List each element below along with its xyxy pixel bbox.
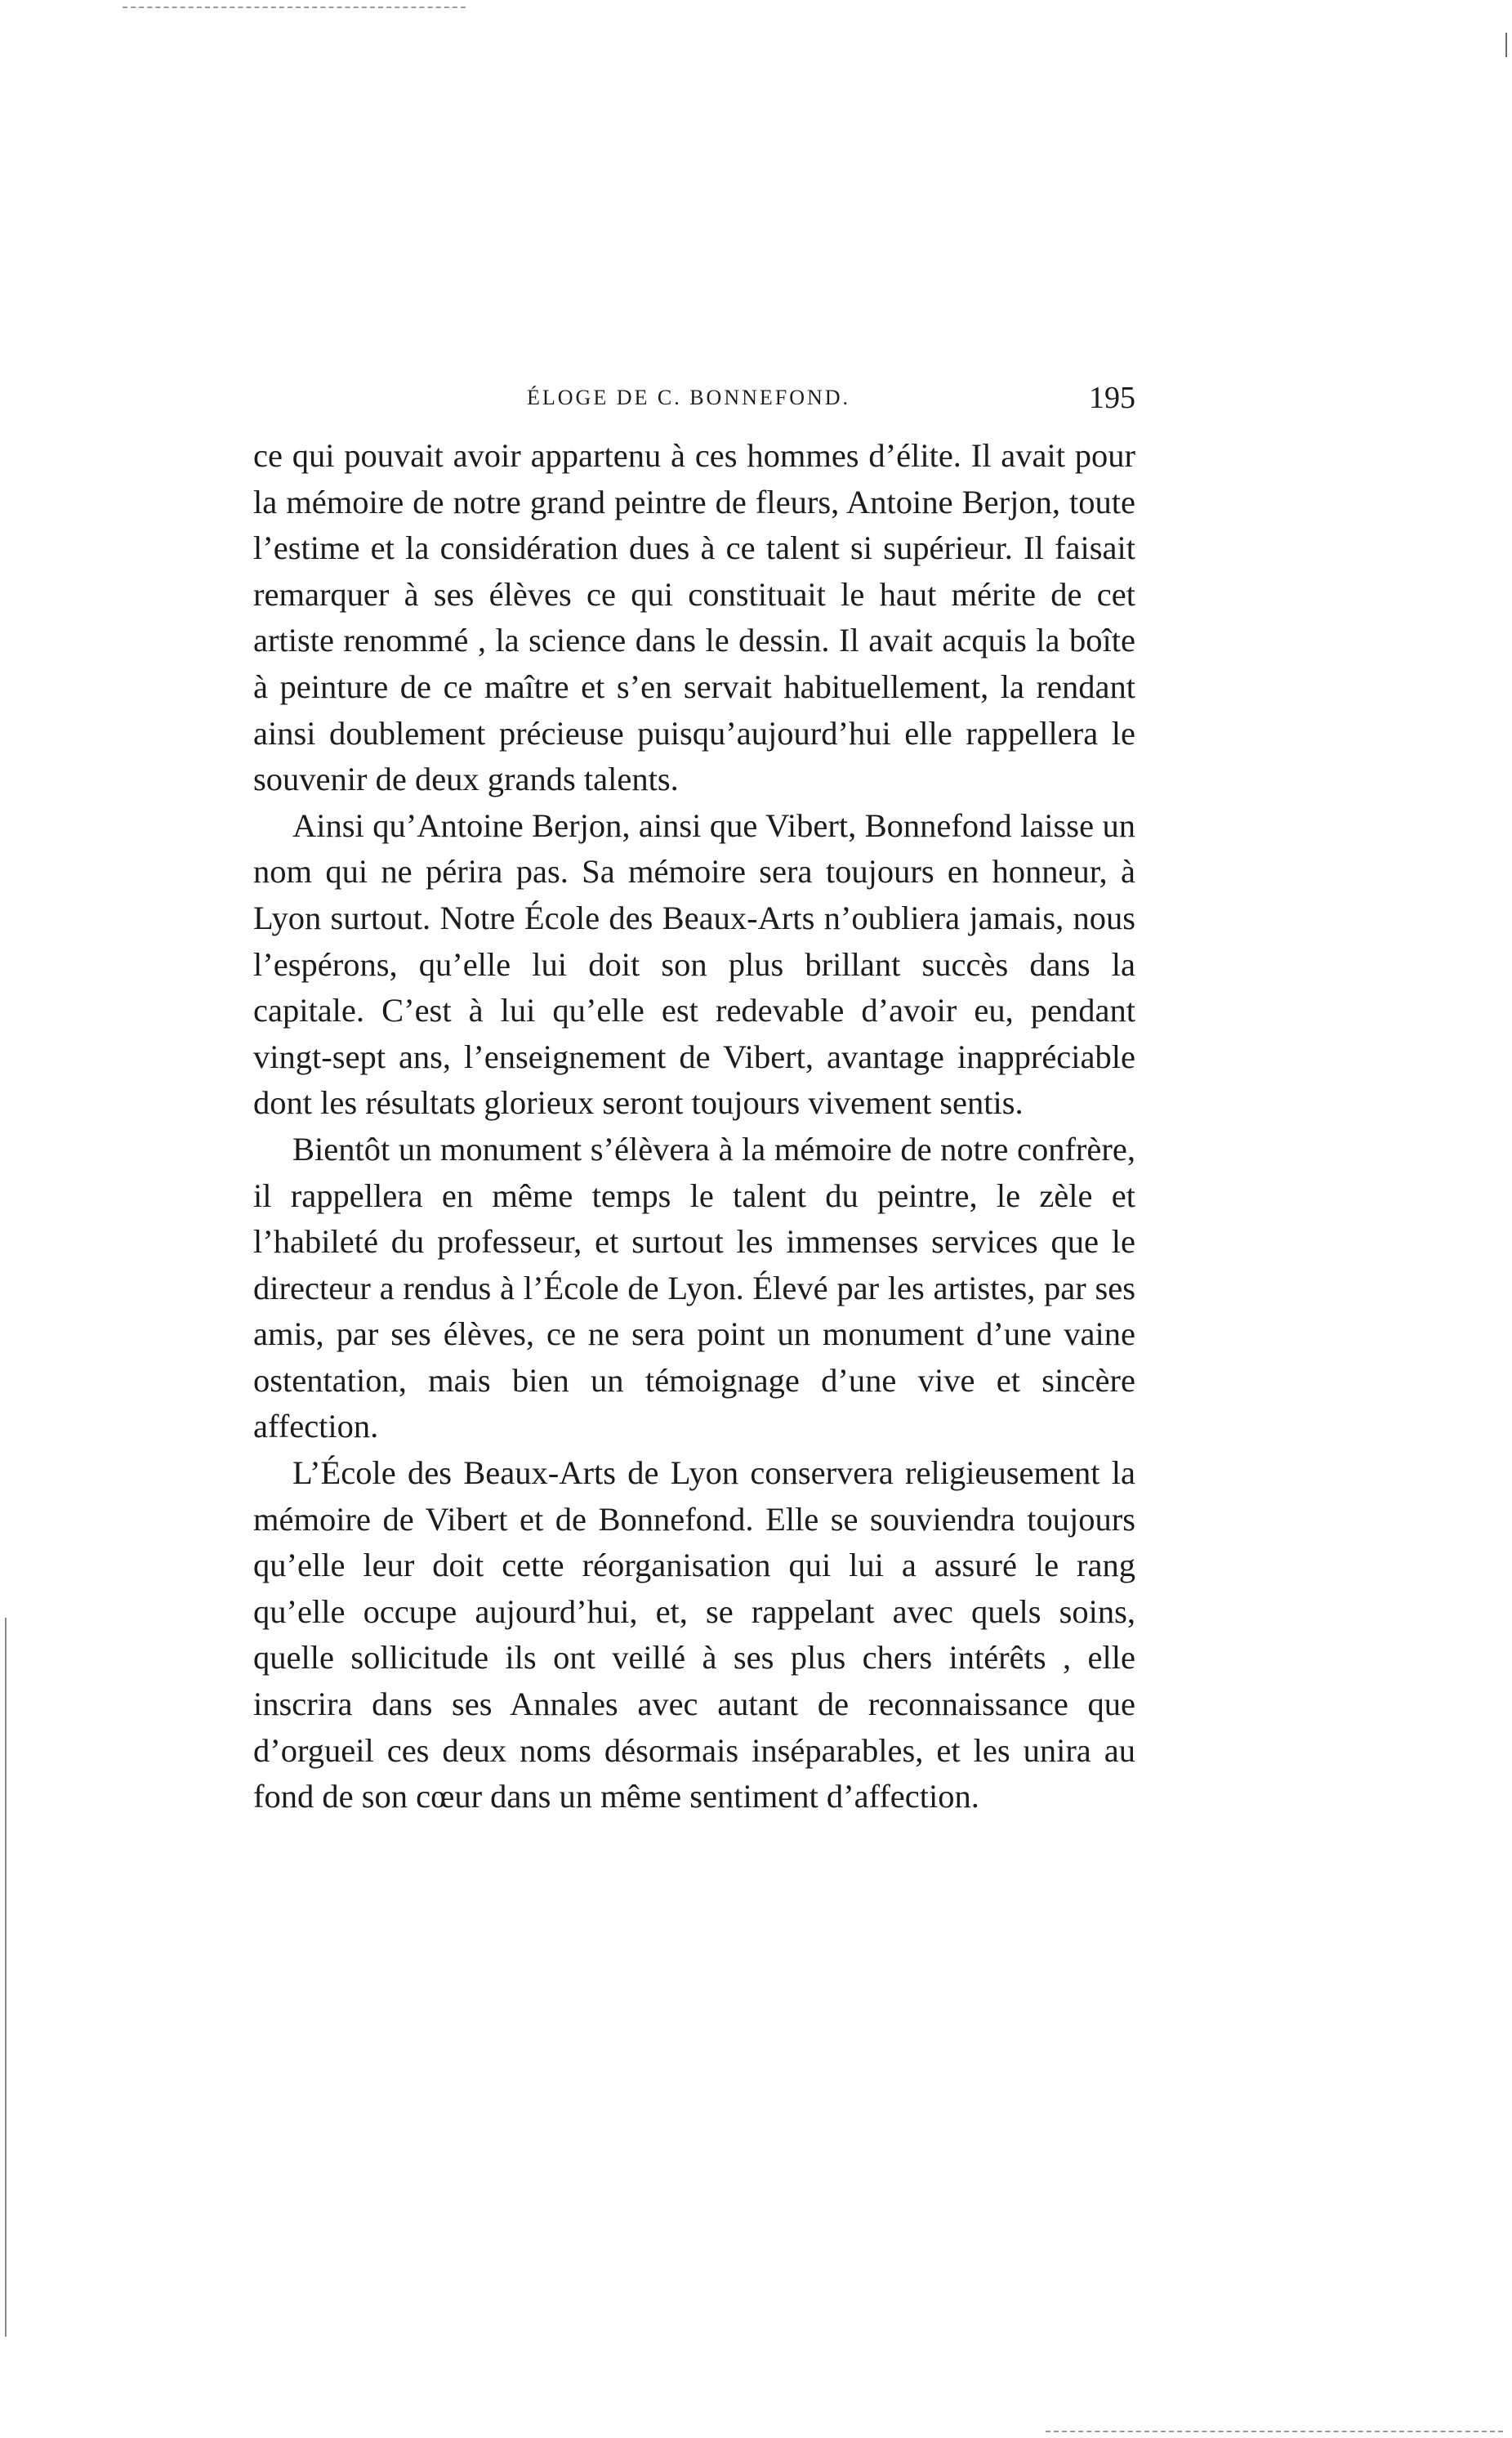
scan-artefact-left-edge	[5, 1618, 7, 2337]
scan-artefact-right-edge	[1505, 33, 1507, 57]
page-number: 195	[1089, 381, 1135, 415]
paragraph-2: Ainsi qu’Antoine Berjon, ainsi que Vibert, Bonnefond laisse un nom qui ne périra pas. Sa mémoire sera toujours en honneur, à Lyon surtout. Notre École des Beaux-Arts n’oubliera jamais, nous l’espérons, qu’elle lui doit son plus brillant succès dans la capitale. C’est à lui qu’elle est redevable d’avoir eu, pendant vingt-sept ans, l’enseignement de Vibert, avantage inappréciable dont les résultats glorieux seront toujours vivement sentis.	[253, 806, 1135, 1122]
paragraph-3: Bientôt un monument s’élèvera à la mémoire de notre confrère, il rappellera en même temps le talent du peintre, le zèle et l’habileté du professeur, et surtout les immenses services que le directeur a rendus à l’École de Lyon. Élevé par les artistes, par ses amis, par ses élèves, ce ne sera point un monument d’une vaine ostentation, mais bien un témoignage d’une vive et sincère affection.	[253, 1130, 1135, 1445]
scan-artefact-top-left	[123, 7, 466, 10]
paragraph-1: ce qui pouvait avoir appartenu à ces hommes d’élite. Il avait pour la mémoire de notre grand peintre de fleurs, Antoine Berjon, toute l’estime et la considération dues à ce talent si supérieur. Il faisait remarquer à ses élèves ce qui constituait le haut mérite de cet artiste renommé , la science dans le dessin. Il avait acquis la boîte à peinture de ce maître et s’en servait habituellement, la rendant ainsi doublement précieuse puisqu’aujourd’hui elle rappellera le souvenir de deux grands talents.	[253, 437, 1135, 798]
running-title: ÉLOGE DE C. BONNEFOND.	[527, 386, 851, 409]
scan-artefact-bottom-right	[1046, 2431, 1503, 2434]
body-text	[253, 433, 1135, 1820]
paragraph-4: L’École des Beaux-Arts de Lyon conservera religieusement la mémoire de Vibert et de Bonnefond. Elle se souviendra toujours qu’elle leur doit cette réorganisation qui lui a assuré le rang qu’elle occupe aujourd’hui, et, se rappelant avec quels soins, quelle sollicitude ils ont veillé à ses plus chers intérêts , elle inscrira dans ses Annales avec autant de reconnaissance que d’orgueil ces deux noms désormais inséparables, et les unira au fond de son cœur dans un même sentiment d’affection.	[253, 1454, 1135, 1815]
running-header	[253, 377, 1135, 418]
